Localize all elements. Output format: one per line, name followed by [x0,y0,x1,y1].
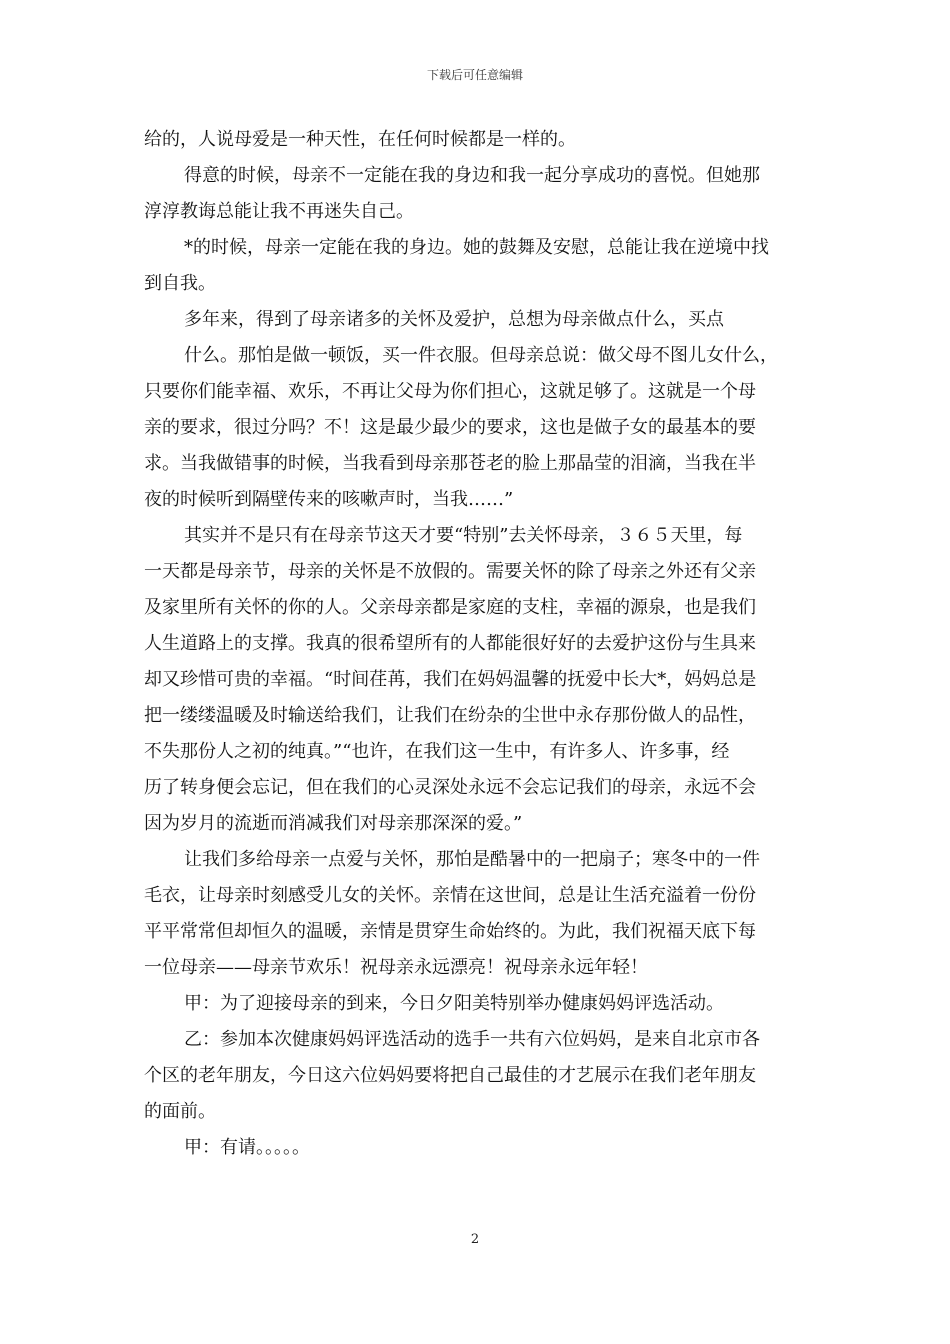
text-line: 平平常常但却恒久的温暖，亲情是贯穿生命始终的。为此，我们祝福天底下每 [144,921,756,942]
text-line: 不失那份人之初的纯真。”“也许，在我们这一生中，有许多人、许多事，经 [144,741,730,762]
paragraph-4 [144,302,808,338]
text-line: 乙：参加本次健康妈妈评选活动的选手一共有六位妈妈，是来自北京市各 [184,1029,760,1050]
text-line: 得意的时候，母亲不一定能在我的身边和我一起分享成功的喜悦。但她那 [184,165,760,186]
document-body [144,122,808,1166]
text-line: 人生道路上的支撑。我真的很希望所有的人都能很好好的去爱护这份与生具来 [144,633,756,654]
paragraph-5 [144,338,808,518]
text-line: 历了转身便会忘记，但在我们的心灵深处永远不会忘记我们的母亲，永远不会 [144,777,756,798]
text-line: 个区的老年朋友，今日这六位妈妈要将把自己最佳的才艺展示在我们老年朋友 [144,1065,756,1086]
paragraph-6 [144,518,808,842]
text-line: 到自我。 [144,273,216,294]
text-line: 及家里所有关怀的你的人。父亲母亲都是家庭的支柱，幸福的源泉，也是我们 [144,597,756,618]
paragraph-7 [144,842,808,986]
text-line: 一天都是母亲节，母亲的关怀是不放假的。需要关怀的除了母亲之外还有父亲 [144,561,756,582]
text-line: 把一缕缕温暖及时输送给我们，让我们在纷杂的尘世中永存那份做人的品性， [144,705,756,726]
text-line: 的面前。 [144,1101,216,1122]
text-line: 只要你们能幸福、欢乐，不再让父母为你们担心，这就足够了。这就是一个母 [144,381,756,402]
text-line: 让我们多给母亲一点爱与关怀，那怕是酷暑中的一把扇子；寒冬中的一件 [184,849,760,870]
page-header: 下载后可任意编辑 [426,68,523,82]
text-line: *的时候，母亲一定能在我的身边。她的鼓舞及安慰，总能让我在逆境中找 [184,237,769,258]
paragraph-8 [144,986,808,1022]
text-line: 其实并不是只有在母亲节这天才要“特别”去关怀母亲，３６５天里，每 [184,525,743,546]
text-line: 甲：为了迎接母亲的到来，今日夕阳美特别举办健康妈妈评选活动。 [184,993,724,1014]
text-line: 什么。那怕是做一顿饭，买一件衣服。但母亲总说：做父母不图儿女什么， [184,345,778,366]
paragraph-3 [144,230,808,302]
paragraph-1 [144,122,808,158]
text-line: 毛衣，让母亲时刻感受儿女的关怀。亲情在这世间，总是让生活充溢着一份份 [144,885,756,906]
text-line: 淳淳教诲总能让我不再迷失自己。 [144,201,414,222]
page-number: 2 [470,1232,480,1247]
text-line: 给的，人说母爱是一种天性，在任何时候都是一样的。 [144,129,576,150]
text-line: 甲：有请。。。。。 [184,1137,310,1158]
text-line: 多年来，得到了母亲诸多的关怀及爱护，总想为母亲做点什么，买点 [184,309,724,330]
text-line: 亲的要求，很过分吗？不！这是最少最少的要求，这也是做子女的最基本的要 [144,417,756,438]
text-line: 求。当我做错事的时候，当我看到母亲那苍老的脸上那晶莹的泪滴，当我在半 [144,453,756,474]
paragraph-9 [144,1022,808,1130]
paragraph-10 [144,1130,808,1166]
text-line: 一位母亲——母亲节欢乐！祝母亲永远漂亮！祝母亲永远年轻！ [144,957,648,978]
text-line: 却又珍惜可贵的幸福。“时间荏苒，我们在妈妈温馨的抚爱中长大*，妈妈总是 [144,669,757,690]
text-line: 夜的时候听到隔壁传来的咳嗽声时，当我……” [144,489,514,510]
text-line: 因为岁月的流逝而消减我们对母亲那深深的爱。” [144,813,523,834]
paragraph-2 [144,158,808,230]
